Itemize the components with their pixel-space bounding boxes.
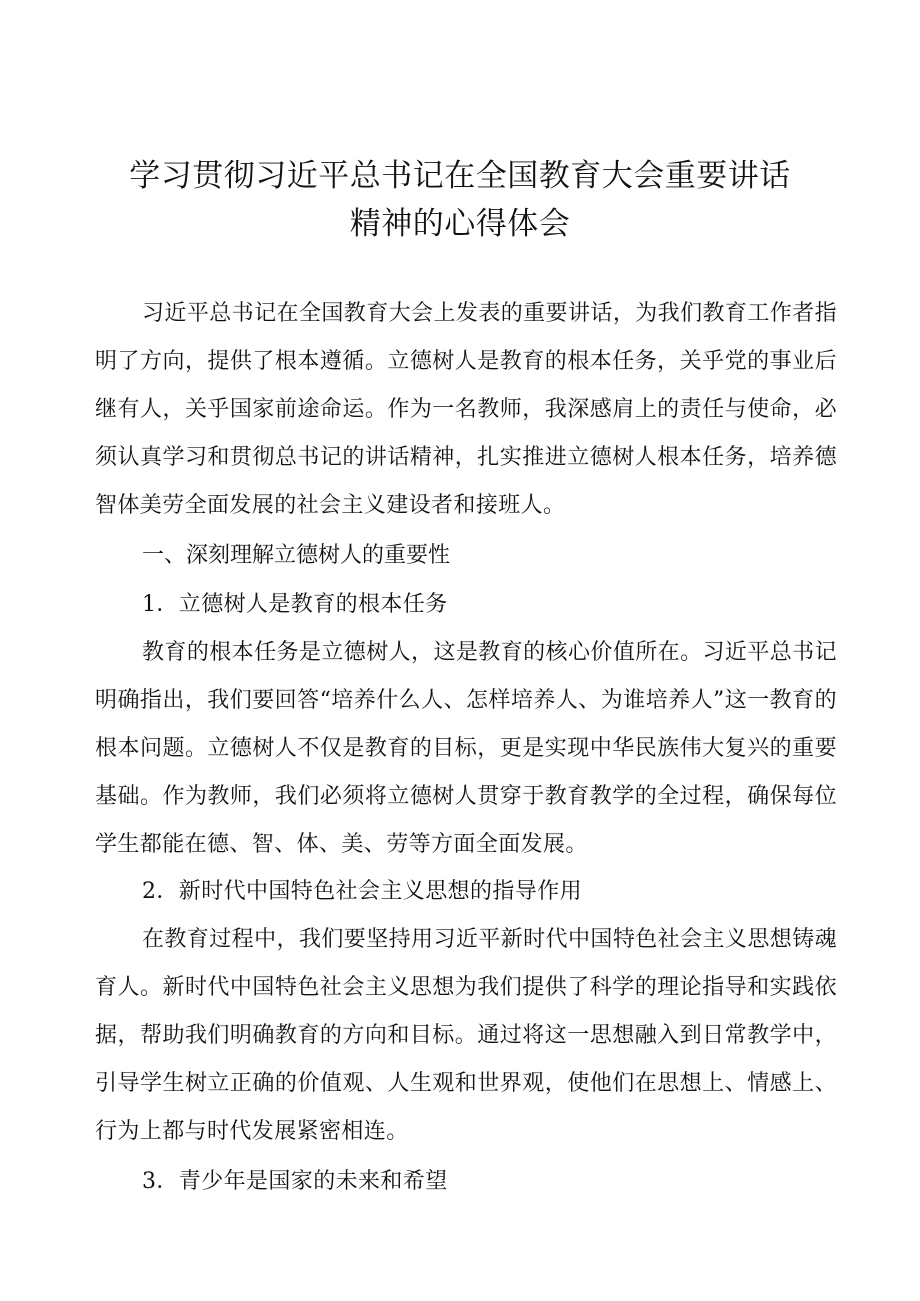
- subsection-1-heading: 1．立德树人是教育的根本任务: [142, 592, 448, 617]
- document-title-line-2: 精神的心得体会: [349, 206, 571, 242]
- subsection-1-paragraph: 教育的根本任务是立德树人，这是教育的核心价值所在。习近平总书记明确指出，我们要回答“培养什么人、怎样培养人、为谁培养人”这一教育的根本问题。立德树人不仅是教育的目标，更是实现中华民族伟大复兴的重要基础。作为教师，我们必须将立德树人贯穿于教育教学的全过程，确保每位学生都能在德、智、体、美、劳等方面全面发展。: [95, 640, 837, 857]
- document-title-line-1: 学习贯彻习近平总书记在全国教育大会重要讲话: [129, 158, 791, 194]
- subsection-3-heading: 3．青少年是国家的未来和希望: [142, 1169, 448, 1194]
- subsection-2-heading: 2．新时代中国特色社会主义思想的指导作用: [142, 879, 582, 904]
- section-1-heading: 一、深刻理解立德树人的重要性: [142, 543, 451, 568]
- subsection-2-paragraph: 在教育过程中，我们要坚持用习近平新时代中国特色社会主义思想铸魂育人。新时代中国特色社会主义思想为我们提供了科学的理论指导和实践依据，帮助我们明确教育的方向和目标。通过将这一思想融入到日常教学中，引导学生树立正确的价值观、人生观和世界观，使他们在思想上、情感上、行为上都与时代发展紧密相连。: [95, 927, 837, 1144]
- intro-paragraph: 习近平总书记在全国教育大会上发表的重要讲话，为我们教育工作者指明了方向，提供了根本遵循。立德树人是教育的根本任务，关乎党的事业后继有人，关乎国家前途命运。作为一名教师，我深感肩上的责任与使命，必须认真学习和贯彻总书记的讲话精神，扎实推进立德树人根本任务，培养德智体美劳全面发展的社会主义建设者和接班人。: [95, 301, 837, 518]
